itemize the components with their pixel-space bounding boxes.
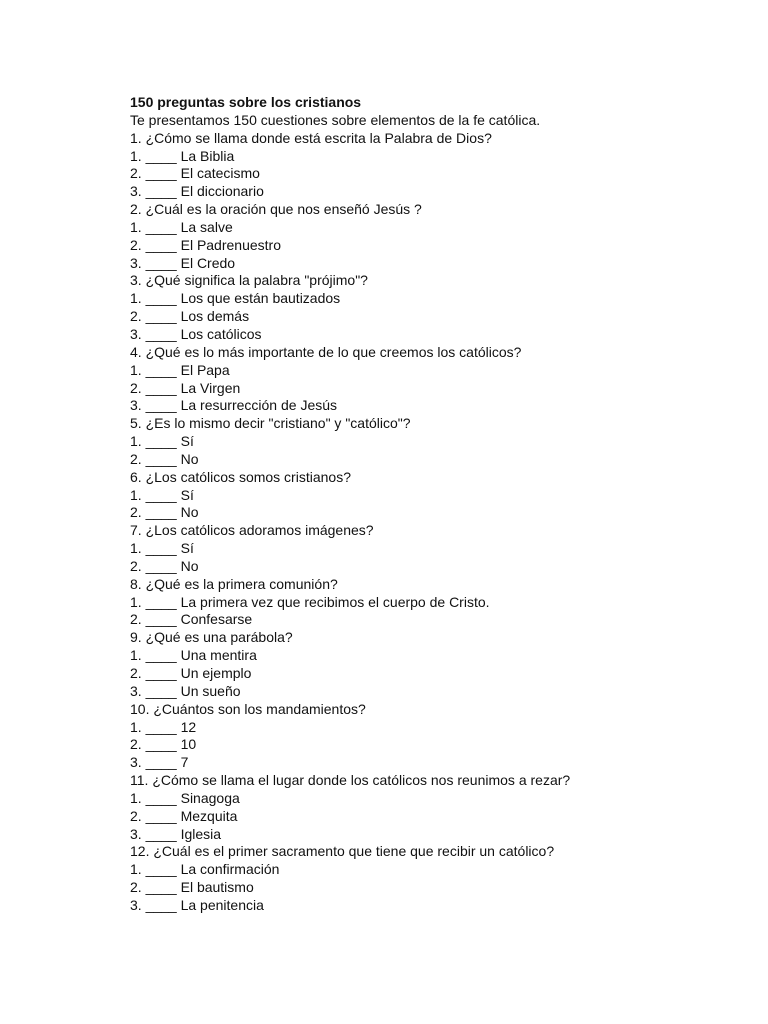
answer-option: 2. ____ No [130, 450, 199, 467]
question-block [130, 344, 750, 415]
question-text: 9. ¿Qué es una parábola? [130, 629, 293, 646]
answer-option: 2. ____ El catecismo [130, 165, 260, 182]
answer-option: 3. ____ El Credo [130, 254, 236, 271]
answer-option: 3. ____ Un sueño [130, 682, 241, 699]
answer-option: 1. ____ Sí [130, 486, 194, 503]
answer-option: 1. ____ El Papa [130, 361, 230, 378]
answer-option: 2. ____ La Virgen [130, 379, 241, 396]
document-intro: Te presentamos 150 cuestiones sobre elementos de la fe católica. [130, 111, 541, 128]
answer-option: 2. ____ Confesarse [130, 611, 253, 628]
question-text: 4. ¿Qué es lo más importante de lo que creemos los católicos? [130, 343, 522, 360]
answer-option: 2. ____ Un ejemplo [130, 665, 252, 681]
answer-option: 1. ____ La confirmación [130, 861, 280, 878]
question-text: 12. ¿Cuál es el primer sacramento que tiene que recibir un católico? [130, 843, 555, 860]
answer-option: 1. ____ La salve [130, 218, 233, 235]
document-title: 150 preguntas sobre los cristianos [130, 94, 362, 110]
answer-option: 2. ____ El Padrenuestro [130, 236, 281, 253]
question-block [130, 701, 750, 772]
answer-option: 2. ____ 10 [130, 736, 197, 753]
question-text: 1. ¿Cómo se llama donde está escrita la Palabra de Dios? [130, 129, 492, 146]
answer-option: 3. ____ El diccionario [130, 183, 264, 200]
answer-option: 1. ____ Sí [130, 540, 194, 557]
question-block [130, 201, 750, 272]
question-block [130, 130, 750, 201]
question-block [130, 843, 750, 914]
answer-option: 1. ____ Una mentira [130, 647, 257, 664]
answer-option: 1. ____ Los que están bautizados [130, 290, 341, 307]
answer-option: 1. ____ Sí [130, 433, 194, 450]
question-list [130, 130, 750, 915]
question-text: 8. ¿Qué es la primera comunión? [130, 575, 338, 592]
answer-option: 1. ____ La Biblia [130, 147, 235, 164]
answer-option: 3. ____ La resurrección de Jesús [130, 397, 338, 414]
answer-option: 1. ____ La primera vez que recibimos el cuerpo de Cristo. [130, 593, 490, 610]
question-text: 7. ¿Los católicos adoramos imágenes? [130, 522, 374, 539]
question-text: 6. ¿Los católicos somos cristianos? [130, 468, 351, 485]
question-block [130, 469, 750, 523]
question-text: 2. ¿Cuál es la oración que nos enseñó Jesús ? [130, 201, 422, 218]
answer-option: 3. ____ Iglesia [130, 825, 222, 842]
answer-option: 3. ____ La penitencia [130, 896, 264, 913]
question-text: 10. ¿Cuántos son los mandamientos? [130, 700, 366, 717]
document-page [130, 94, 750, 915]
answer-option: 3. ____ Los católicos [130, 325, 262, 342]
answer-option: 3. ____ 7 [130, 754, 189, 771]
question-text: 11. ¿Cómo se llama el lugar donde los católicos nos reunimos a rezar? [130, 772, 571, 789]
answer-option: 2. ____ Los demás [130, 308, 250, 325]
question-block [130, 272, 750, 343]
question-block [130, 522, 750, 576]
question-block [130, 576, 750, 630]
question-text: 5. ¿Es lo mismo decir "cristiano" y "católico"? [130, 415, 411, 432]
question-block [130, 415, 750, 469]
answer-option: 2. ____ El bautismo [130, 879, 254, 896]
answer-option: 2. ____ No [130, 557, 199, 574]
answer-option: 2. ____ No [130, 504, 199, 521]
answer-option: 1. ____ Sinagoga [130, 789, 240, 806]
question-text: 3. ¿Qué significa la palabra "prójimo"? [130, 272, 368, 289]
question-block [130, 772, 750, 843]
answer-option: 1. ____ 12 [130, 718, 197, 735]
answer-option: 2. ____ Mezquita [130, 807, 238, 824]
question-block [130, 629, 750, 700]
